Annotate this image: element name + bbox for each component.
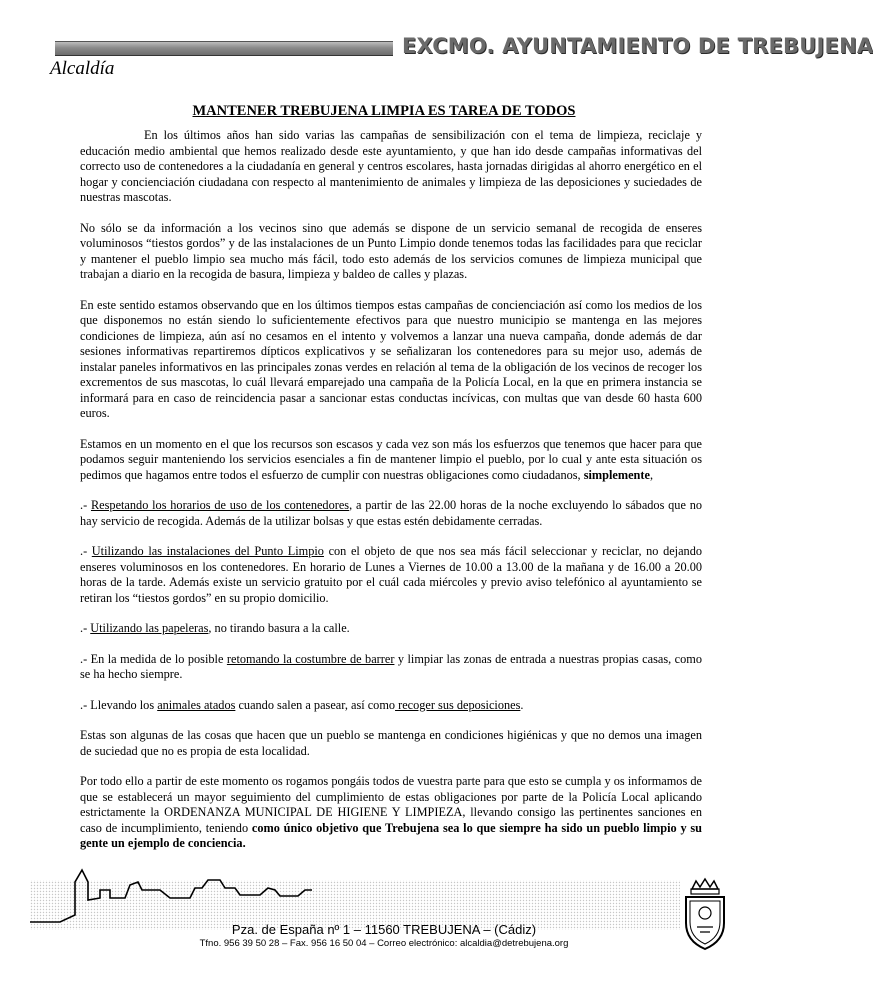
- emphasis: como único objetivo que Trebujena sea lo que siempre ha sido un pueblo limpio y su gente un ejemplo de conciencia.: [80, 820, 702, 850]
- paragraph: En este sentido estamos observando que en los últimos tiempos estas campañas de concienciación así como los medios de los que disponemos no están siendo lo suficientemente efectivos para que nuestro municipio se mantenga en las mejores condiciones de limpieza, aún así no cesamos en el intento y volvemos a lanzar una nueva campaña, donde además de dar sesiones informativas repartiremos dípticos explicativos y se señalizaran los contenedores para su mejor uso, además de instalar paneles informativos en las principales zonas verdes en relación al tema de la obligación de los vecinos de recoger los excrementos de sus mascotas, lo cuál llevará emparejado una campaña de la Policía Local, en la que en primera instancia se informará para en caso de reincidencia pasar a sancionar estas conductas incívicas, con multas que van desde 60 hasta 600 euros.: [80, 297, 702, 420]
- header-rule: [55, 41, 393, 56]
- department-label: Alcaldía: [50, 58, 115, 79]
- footer-address: Pza. de España nº 1 – 11560 TREBUJENA – (Cádiz): [231, 922, 537, 937]
- list-item: .- Llevando los animales atados cuando salen a pasear, así como recoger sus deposiciones.: [80, 697, 524, 712]
- paragraph: Por todo ello a partir de este momento os rogamos pongáis todos de vuestra parte para que esto se cumpla y os informamos de que se establecerá un mayor seguimiento del cumplimiento de estas obligaciones por parte de la Policía Local aplicando estrictamente la ORDENANZA MUNICIPAL DE HIGIENE Y LIMPIEZA, llevando consigo las pertinentes sanciones en caso de incumplimiento, teniendo como único objetivo que Trebujena sea lo que siempre ha sido un pueblo limpio y su gente un ejemplo de conciencia.: [80, 774, 702, 850]
- document-title: MANTENER TREBUJENA LIMPIA ES TAREA DE TODOS: [192, 103, 576, 119]
- org-name: EXCMO. AYUNTAMIENTO DE TREBUJENA: [402, 34, 873, 58]
- paragraph: En los últimos años han sido varias las campañas de sensibilización con el tema de limpieza, reciclaje y educación medio ambiental que hemos realizado desde este ayuntamiento, y que han ido desde campañas informativas del correcto uso de contenedores a la ciudadanía en general y centros escolares, hasta jornadas dirigidas al ahorro energético en el hogar y concienciación ciudadana con respecto al mantenimiento de animales y limpieza de las deposiciones y suciedades de nuestras mascotas.: [80, 128, 702, 204]
- footer-contact: Tfno. 956 39 50 28 – Fax. 956 16 50 04 – Correo electrónico: alcaldia@detrebujena.org: [199, 938, 569, 949]
- paragraph: Estas son algunas de las cosas que hacen que un pueblo se mantenga en condiciones higiénicas y que no demos una imagen de suciedad que no es propia de esta localidad.: [80, 728, 702, 758]
- list-item: .- Utilizando las instalaciones del Punto Limpio con el objeto de que nos sea más fácil seleccionar y reciclar, no dejando enseres voluminosos en los contenedores. En horario de Lunes a Viernes de 10.00 a 13.00 de la mañana y de 16.00 a 20.00 horas de la tarde. Además existe un servicio gratuito por el cuál cada miércoles y previo aviso telefónico al ayuntamiento se retiran los “tiestos gordos” en su propio domicilio.: [80, 544, 702, 605]
- paragraph: No sólo se da información a los vecinos sino que además se dispone de un servicio semanal de recogida de enseres voluminosos “tiestos gordos” y de las instalaciones de un Punto Limpio donde tenemos todas las facilidades para que reciclar y mantener el pueblo limpio sea mucho más fácil, todo esto además de los servicios comunes de limpieza municipal que trabajan a diario en la recogida de basura, limpieza y baldeo de calles y plazas.: [80, 220, 702, 281]
- list-item: .- Utilizando las papeleras, no tirando basura a la calle.: [80, 621, 350, 635]
- town-skyline-icon: [30, 860, 680, 930]
- list-item: .- Respetando los horarios de uso de los contenedores, a partir de las 22.00 horas de la noche excluyendo lo sábados que no hay servicio de recogida. Además de la utilizar bolsas y que estas estén debidamente cerradas.: [80, 498, 703, 528]
- emphasis: simplemente: [583, 467, 650, 482]
- paragraph: Estamos en un momento en el que los recursos son escasos y cada vez son más los esfuerzos que tenemos que hacer para que podamos seguir manteniendo los servicios esenciales a fin de mantener limpio el pueblo, por lo cual y ante esta situación os pedimos que hagamos entre todos el esfuerzo de cumplir con nuestras obligaciones como ciudadanos, simplemente,: [80, 436, 702, 482]
- document-body: [80, 128, 702, 867]
- list-item: .- En la medida de lo posible retomando la costumbre de barrer y limpiar las zonas de entrada a nuestras propias casas, como se ha hecho siempre.: [80, 651, 702, 681]
